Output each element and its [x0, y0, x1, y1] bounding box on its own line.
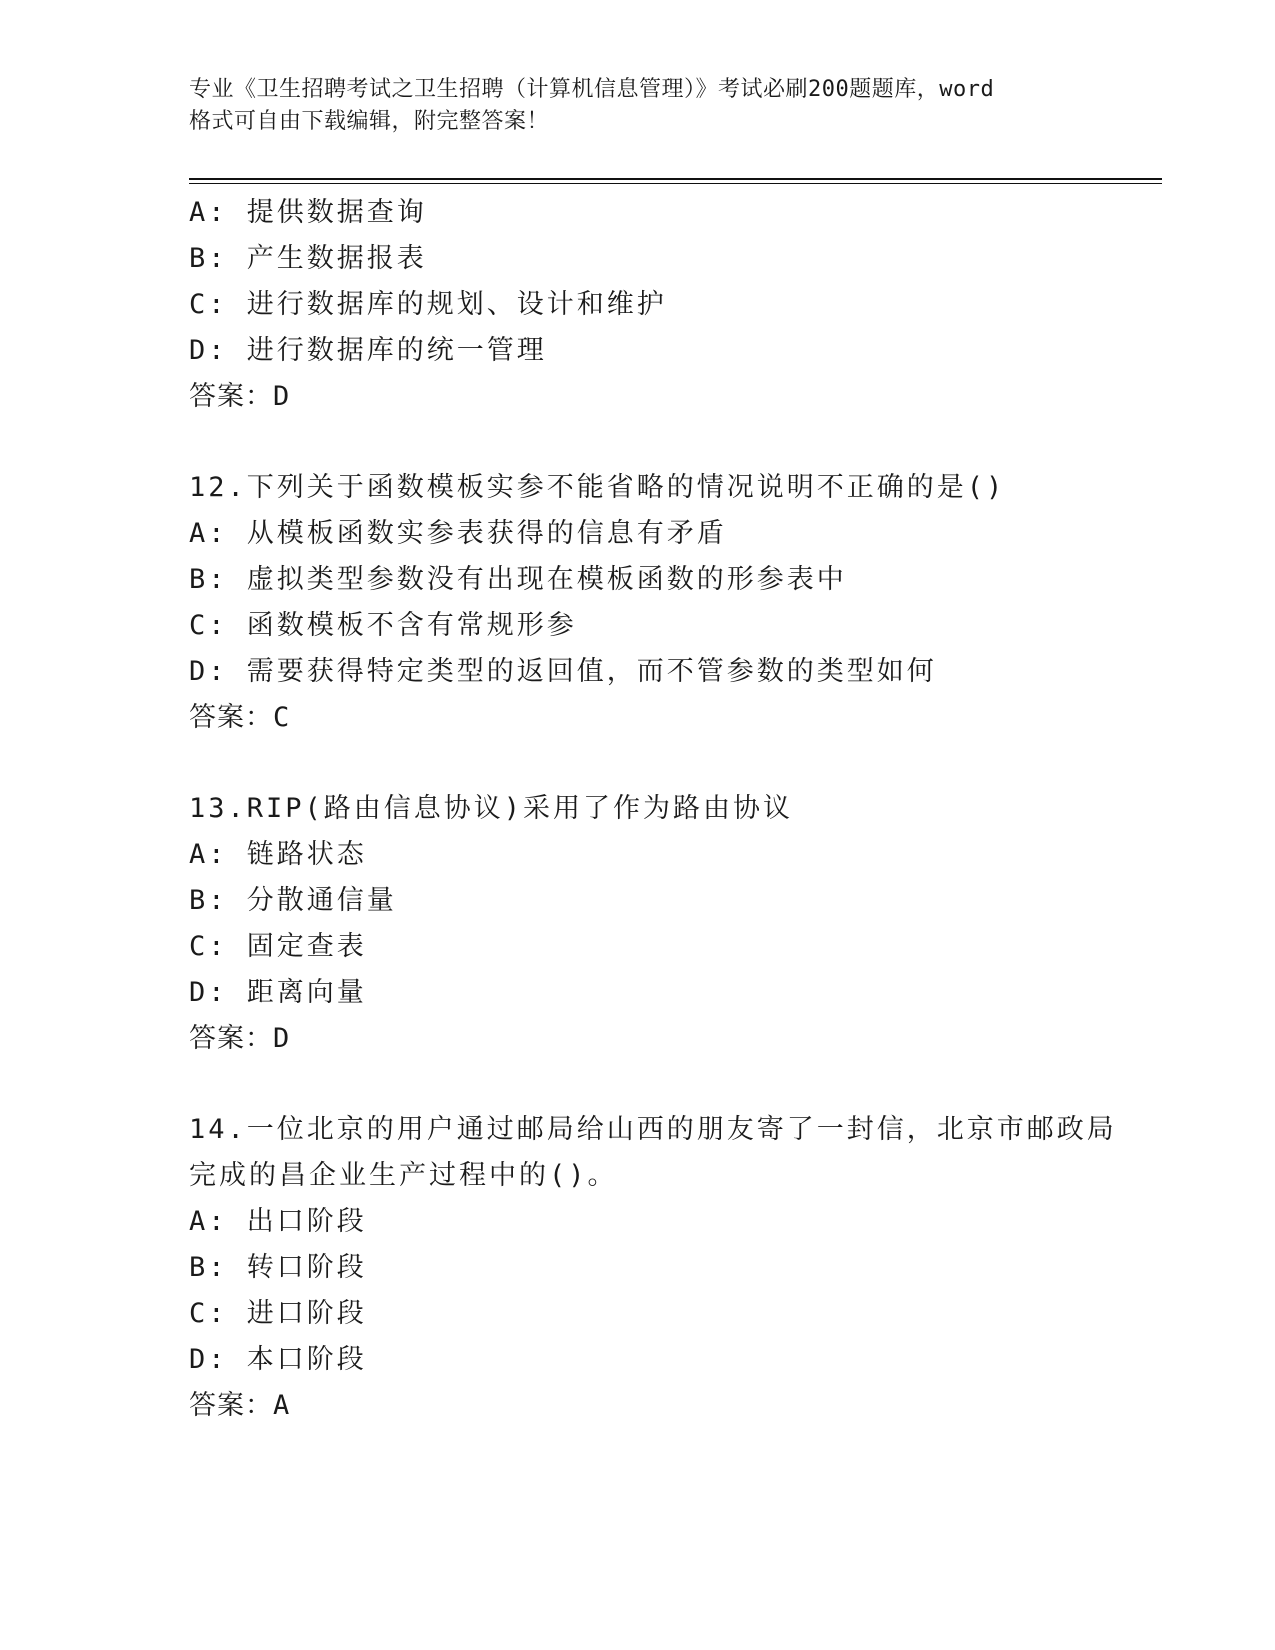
option-a: A: 提供数据查询 — [189, 197, 427, 228]
header-rule-thin — [189, 183, 1162, 184]
question-stem-line-2: 完成的昌企业生产过程中的()。 — [189, 1160, 618, 1191]
spacer — [189, 741, 1149, 786]
question-12 — [189, 465, 1149, 741]
option-b: B: 分散通信量 — [189, 885, 397, 916]
option-c: C: 进行数据库的规划、设计和维护 — [189, 289, 667, 320]
question-stem: 13.RIP(路由信息协议)采用了作为路由协议 — [189, 793, 794, 824]
question-13 — [189, 786, 1149, 1062]
question-stem: 12.下列关于函数模板实参不能省略的情况说明不正确的是() — [189, 472, 1006, 503]
question-14 — [189, 1107, 1149, 1429]
option-a: A: 从模板函数实参表获得的信息有矛盾 — [189, 518, 727, 549]
option-d: D: 需要获得特定类型的返回值，而不管参数的类型如何 — [189, 656, 937, 687]
option-b: B: 产生数据报表 — [189, 243, 427, 274]
question-list — [189, 190, 1149, 1429]
option-d: D: 进行数据库的统一管理 — [189, 335, 547, 366]
option-c: C: 固定查表 — [189, 931, 367, 962]
option-a: A: 链路状态 — [189, 839, 367, 870]
option-a: A: 出口阶段 — [189, 1206, 367, 1237]
option-d: D: 距离向量 — [189, 977, 367, 1008]
answer-line: 答案：D — [189, 381, 291, 412]
spacer — [189, 420, 1149, 465]
spacer — [189, 1062, 1149, 1107]
option-b: B: 虚拟类型参数没有出现在模板函数的形参表中 — [189, 564, 847, 595]
option-b: B: 转口阶段 — [189, 1252, 367, 1283]
header-line-1: 专业《卫生招聘考试之卫生招聘（计算机信息管理）》考试必刷200题题库，word — [189, 77, 995, 102]
option-c: C: 函数模板不含有常规形参 — [189, 610, 577, 641]
answer-line: 答案：D — [189, 1023, 291, 1054]
question-continuation — [189, 190, 1149, 420]
answer-line: 答案：A — [189, 1390, 291, 1421]
header-rule-thick — [189, 178, 1162, 180]
answer-line: 答案：C — [189, 702, 291, 733]
document-header — [189, 74, 1109, 138]
question-stem-line-1: 14.一位北京的用户通过邮局给山西的朋友寄了一封信，北京市邮政局 — [189, 1114, 1117, 1145]
option-c: C: 进口阶段 — [189, 1298, 367, 1329]
option-d: D: 本口阶段 — [189, 1344, 367, 1375]
header-line-2: 格式可自由下载编辑，附完整答案！ — [189, 109, 550, 134]
